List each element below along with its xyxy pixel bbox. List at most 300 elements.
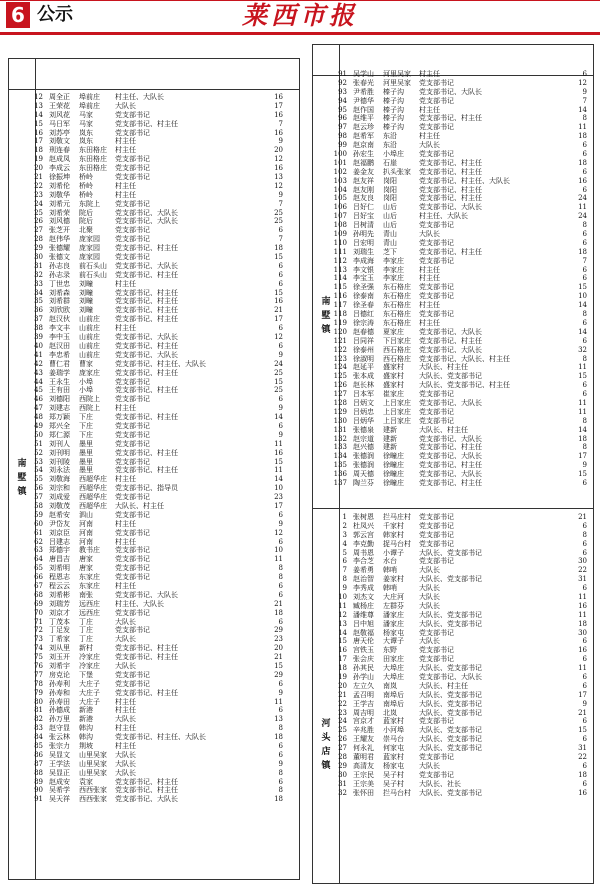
- person-name: 杜凤兴: [353, 521, 374, 530]
- years-served: 11: [578, 593, 587, 602]
- row-number: 52: [34, 448, 43, 457]
- village-name: 潘家庄: [383, 610, 404, 619]
- years-served: 20: [274, 146, 283, 155]
- person-name: 刘刊陵: [49, 457, 70, 466]
- table-row: [313, 177, 593, 186]
- table-row: [313, 328, 593, 337]
- person-name: 赵作国: [353, 105, 374, 114]
- table-row: [9, 440, 299, 449]
- person-name: 刘希元: [49, 199, 70, 208]
- table-row: [9, 591, 299, 600]
- person-name: 刘风花: [49, 110, 70, 119]
- table-row: [313, 141, 593, 150]
- row-number: 137: [333, 478, 347, 487]
- village-name: 吴子村: [383, 770, 404, 779]
- table-row: [313, 363, 593, 372]
- years-served: 8: [278, 573, 283, 582]
- years-served: 21: [274, 306, 283, 315]
- person-name: 张怀田: [353, 788, 374, 797]
- village-name: 丁庄: [79, 635, 93, 644]
- position-title: 党支部书记: [115, 679, 150, 688]
- row-number: 22: [34, 181, 43, 190]
- row-number: 29: [338, 761, 347, 770]
- village-name: 上吕家庄: [383, 416, 411, 425]
- table-row: [9, 529, 299, 538]
- position-title: 党支部书记、村主任、大队长: [115, 359, 206, 368]
- years-served: 13: [274, 715, 283, 724]
- years-served: 18: [274, 795, 283, 804]
- position-title: 党支部书记: [115, 564, 150, 573]
- row-number: 53: [34, 457, 43, 466]
- village-name: 山后: [383, 221, 397, 230]
- person-name: 姜瑞学: [49, 368, 70, 377]
- village-name: 李家庄: [383, 265, 404, 274]
- person-name: 孙寿田: [49, 697, 70, 706]
- table-row: [9, 262, 299, 271]
- person-name: 刘风德: [49, 217, 70, 226]
- position-title: 大队长: [419, 584, 440, 593]
- person-name: 辛兆胜: [353, 726, 374, 735]
- years-served: 15: [274, 457, 283, 466]
- village-name: 盛家村: [383, 381, 404, 390]
- table-row: [313, 780, 593, 789]
- position-title: 党支部书记: [115, 421, 150, 430]
- position-title: 大队长: [115, 715, 136, 724]
- position-title: 党支部书记: [115, 173, 150, 182]
- row-number: 85: [34, 742, 43, 751]
- row-number: 100: [333, 150, 347, 159]
- position-title: 村主任: [115, 706, 136, 715]
- village-name: 山后: [383, 203, 397, 212]
- person-name: 刘敬文: [49, 137, 70, 146]
- position-title: 党支部书记: [115, 155, 150, 164]
- village-name: 泗山: [79, 510, 93, 519]
- page-header: [0, 0, 600, 40]
- years-served: 9: [278, 350, 283, 359]
- row-number: 91: [338, 70, 347, 78]
- years-served: 25: [274, 368, 283, 377]
- table-row: [313, 700, 593, 709]
- person-name: 赵云珍: [353, 123, 374, 132]
- person-name: 孙其民: [353, 664, 374, 673]
- table-row: [313, 584, 593, 593]
- person-name: 徐宗涛: [353, 318, 374, 327]
- years-served: 29: [274, 670, 283, 679]
- row-number: 23: [338, 708, 347, 717]
- position-title: 党支部书记: [419, 557, 454, 566]
- village-name: 韩沟: [79, 733, 93, 742]
- position-title: 大队长: [419, 141, 440, 150]
- years-served: 14: [578, 301, 587, 310]
- table-row: [313, 123, 593, 132]
- village-name: 东沿: [383, 141, 397, 150]
- years-served: 25: [274, 208, 283, 217]
- row-number: 61: [34, 528, 43, 537]
- person-name: 徐圣春: [353, 301, 374, 310]
- position-title: 大队长: [419, 593, 440, 602]
- village-name: 榛子沟: [383, 87, 404, 96]
- years-served: 30: [578, 628, 587, 637]
- position-title: 大队长、党支部书记: [419, 619, 482, 628]
- village-name: 徐疃庄: [383, 478, 404, 487]
- table-right-rows-nanshu: [313, 70, 593, 488]
- village-name: 下堡: [79, 670, 93, 679]
- row-number: 75: [34, 653, 43, 662]
- row-number: 115: [333, 283, 347, 292]
- years-served: 10: [274, 484, 283, 493]
- position-title: 村主任: [115, 724, 136, 733]
- village-name: 韩哨: [383, 566, 397, 575]
- person-name: 尹岱友: [49, 519, 70, 528]
- position-title: 大队长、党支部书记: [419, 664, 482, 673]
- row-number: 80: [34, 697, 43, 706]
- village-name: 东石格庄: [383, 283, 411, 292]
- table-row: [9, 760, 299, 769]
- position-title: 党支部书记: [419, 256, 454, 265]
- village-name: 山前庄: [79, 350, 100, 359]
- row-number: 91: [34, 795, 43, 804]
- row-number: 104: [333, 185, 347, 194]
- years-served: 15: [578, 470, 587, 479]
- row-number: 64: [34, 555, 43, 564]
- table-row: [9, 484, 299, 493]
- person-name: 丁足发: [49, 626, 70, 635]
- position-title: 党支部书记: [419, 292, 454, 301]
- row-number: 96: [338, 114, 347, 123]
- table-row: [313, 97, 593, 106]
- village-name: 墨里: [79, 448, 93, 457]
- row-number: 68: [34, 590, 43, 599]
- person-name: 赵成安: [49, 777, 70, 786]
- person-name: 张本成: [353, 372, 374, 381]
- years-served: 21: [578, 513, 587, 521]
- table-row: [9, 164, 299, 173]
- position-title: 大队长、村主任: [115, 501, 164, 510]
- position-title: 村主任: [419, 301, 440, 310]
- row-number: 25: [34, 208, 43, 217]
- village-name: 小埠: [79, 386, 93, 395]
- position-title: 党支部书记: [419, 753, 454, 762]
- years-served: 8: [582, 221, 587, 230]
- table-row: [313, 230, 593, 239]
- table-row: [313, 664, 593, 673]
- years-served: 15: [578, 726, 587, 735]
- person-name: 丁茂本: [49, 617, 70, 626]
- village-name: 李家庄: [383, 256, 404, 265]
- header-bottom-rule: [0, 32, 600, 35]
- years-served: 16: [274, 297, 283, 306]
- table-row: [9, 555, 299, 564]
- village-name: 教书庄: [79, 546, 100, 555]
- table-row: [313, 79, 593, 88]
- person-name: 刘苏亭: [49, 128, 70, 137]
- row-number: 127: [333, 390, 347, 399]
- person-name: 张会庆: [353, 655, 374, 664]
- table-row: [9, 333, 299, 342]
- years-served: 11: [578, 363, 587, 372]
- position-title: 党支部书记: [115, 626, 150, 635]
- row-number: 124: [333, 363, 347, 372]
- village-name: 崔家庄: [383, 390, 404, 399]
- table-row: [9, 235, 299, 244]
- table-row: [9, 280, 299, 289]
- position-title: 党支部书记、村主任: [419, 478, 482, 487]
- years-served: 22: [578, 566, 587, 575]
- person-name: 张云林: [49, 733, 70, 742]
- years-served: 18: [274, 733, 283, 742]
- row-number: 79: [34, 688, 43, 697]
- position-title: 村主任: [115, 190, 136, 199]
- years-served: 6: [582, 381, 587, 390]
- years-served: 17: [274, 315, 283, 324]
- row-number: 128: [333, 398, 347, 407]
- position-title: 党支部书记: [419, 530, 454, 539]
- table-row: [313, 593, 593, 602]
- row-number: 105: [333, 194, 347, 203]
- position-title: 党支部书记、大队长: [115, 217, 178, 226]
- person-name: 李克勤: [353, 539, 374, 548]
- village-name: 庞家园: [79, 244, 100, 253]
- village-name: 榛子沟: [383, 123, 404, 132]
- row-number: 9: [342, 584, 347, 593]
- person-name: 臧杨庄: [353, 601, 374, 610]
- years-served: 6: [278, 777, 283, 786]
- row-number: 103: [333, 176, 347, 185]
- position-title: 党支部书记、大队长: [419, 87, 482, 96]
- village-name: 唐家: [79, 564, 93, 573]
- table-row: [9, 511, 299, 520]
- village-name: 大庄子: [79, 697, 100, 706]
- row-number: 117: [333, 301, 347, 310]
- person-name: 张德润: [353, 461, 374, 470]
- village-name: 东田格庄: [79, 155, 107, 164]
- village-name: 盛家村: [383, 372, 404, 381]
- row-number: 40: [34, 341, 43, 350]
- years-served: 18: [578, 434, 587, 443]
- village-name: 河南: [79, 519, 93, 528]
- position-title: 大队长、党支部书记: [419, 744, 482, 753]
- table-row: [9, 253, 299, 262]
- row-number: 47: [34, 404, 43, 413]
- position-title: 党支部书记、大队长、村主任: [419, 354, 510, 363]
- years-served: 7: [278, 235, 283, 244]
- row-number: 57: [34, 493, 43, 502]
- person-name: 张德泉: [353, 425, 374, 434]
- years-served: 9: [278, 759, 283, 768]
- table-row: [313, 726, 593, 735]
- years-served: 6: [278, 617, 283, 626]
- row-number: 130: [333, 416, 347, 425]
- row-number: 51: [34, 439, 43, 448]
- years-served: 6: [278, 341, 283, 350]
- years-served: 6: [278, 261, 283, 270]
- table-row: [9, 600, 299, 609]
- position-title: 村主任: [115, 742, 136, 751]
- person-name: 宫铁玉: [353, 646, 374, 655]
- years-served: 31: [578, 575, 587, 584]
- position-title: 党支部书记、村主任: [115, 644, 178, 653]
- row-number: 58: [34, 501, 43, 510]
- table-row: [313, 566, 593, 575]
- position-title: 党支部书记、村主任: [115, 777, 178, 786]
- years-served: 16: [578, 601, 587, 610]
- years-served: 11: [274, 466, 283, 475]
- position-title: 党支部书记、大队长: [419, 398, 482, 407]
- table-row: [9, 306, 299, 315]
- years-served: 6: [582, 521, 587, 530]
- position-title: 大队长、党支部书记: [419, 575, 482, 584]
- years-served: 11: [274, 697, 283, 706]
- village-name: 河里吴家: [383, 70, 411, 78]
- table-row: [313, 771, 593, 780]
- person-name: 吕好宝: [353, 212, 374, 221]
- years-served: 21: [274, 599, 283, 608]
- position-title: 大队长、党支部书记: [419, 788, 482, 797]
- person-name: 刘敬海: [49, 475, 70, 484]
- row-number: 14: [338, 628, 347, 637]
- table-row: [313, 443, 593, 452]
- person-name: 赵京南: [353, 141, 374, 150]
- village-name: 榛子沟: [383, 105, 404, 114]
- years-served: 6: [582, 681, 587, 690]
- table-row: [9, 706, 299, 715]
- years-served: 6: [582, 548, 587, 557]
- position-title: 党支部书记、村主任: [419, 336, 482, 345]
- position-title: 党支部书记: [115, 164, 150, 173]
- position-title: 党支部书记、大队长: [419, 470, 482, 479]
- position-title: 党支部书记、大队长: [419, 434, 482, 443]
- position-title: 大队长: [419, 637, 440, 646]
- position-title: 党支部书记、村主任: [419, 114, 482, 123]
- years-served: 11: [578, 407, 587, 416]
- years-served: 6: [278, 226, 283, 235]
- table-row: [9, 244, 299, 253]
- row-number: 136: [333, 470, 347, 479]
- village-name: 山前庄: [79, 315, 100, 324]
- row-number: 135: [333, 461, 347, 470]
- years-served: 13: [274, 173, 283, 182]
- position-title: 党支部书记、村主任、大队长: [419, 176, 510, 185]
- row-number: 93: [338, 87, 347, 96]
- years-served: 6: [582, 584, 587, 593]
- village-name: 山里吴家: [79, 768, 107, 777]
- group-separator: [313, 508, 593, 509]
- years-served: 6: [582, 539, 587, 548]
- years-served: 18: [578, 158, 587, 167]
- person-name: 尹德华: [353, 96, 374, 105]
- village-name: 北聚: [79, 226, 93, 235]
- row-number: 20: [34, 164, 43, 173]
- years-served: 14: [274, 475, 283, 484]
- village-name: 大庄子: [79, 679, 100, 688]
- village-name: 前石头山: [79, 270, 107, 279]
- person-name: 孙寿和: [49, 688, 70, 697]
- person-name: 刘刊明: [49, 448, 70, 457]
- village-name: 丁庄: [79, 626, 93, 635]
- row-number: 86: [34, 750, 43, 759]
- person-name: 徐泰州: [353, 345, 374, 354]
- person-name: 刘德阳: [49, 395, 70, 404]
- row-number: 66: [34, 573, 43, 582]
- row-number: 18: [338, 664, 347, 673]
- years-served: 25: [274, 386, 283, 395]
- table-row: [9, 653, 299, 662]
- person-name: 程恩志: [49, 573, 70, 582]
- village-name: 西超华庄: [79, 475, 107, 484]
- position-title: 大队长、党支部书记: [419, 372, 482, 381]
- village-name: 院后: [79, 208, 93, 217]
- years-served: 8: [582, 416, 587, 425]
- position-title: 村主任、大队长: [419, 212, 468, 221]
- village-name: 岗阳: [383, 194, 397, 203]
- position-title: 党支部书记: [419, 416, 454, 425]
- years-served: 6: [278, 279, 283, 288]
- person-name: 刘希彬: [49, 590, 70, 599]
- row-number: 99: [338, 141, 347, 150]
- row-number: 42: [34, 359, 43, 368]
- row-number: 34: [34, 288, 43, 297]
- years-served: 17: [274, 101, 283, 110]
- years-served: 15: [274, 662, 283, 670]
- person-name: 徐淑明: [353, 354, 374, 363]
- years-served: 8: [582, 354, 587, 363]
- page-number: 6: [6, 2, 30, 28]
- person-name: 徐泰南: [353, 292, 374, 301]
- years-served: 6: [582, 167, 587, 176]
- village-name: 建新: [383, 443, 397, 452]
- village-name: 荆坡: [79, 742, 93, 751]
- table-row: [9, 609, 299, 618]
- village-name: 北岚: [383, 708, 397, 717]
- table-row: [313, 212, 593, 221]
- position-title: 村主任: [419, 132, 440, 141]
- person-name: 张宗力: [49, 742, 70, 751]
- row-number: 49: [34, 421, 43, 430]
- position-title: 党支部书记: [115, 253, 150, 262]
- village-name: 杨家屯: [383, 761, 404, 770]
- village-name: 芝下: [383, 247, 397, 256]
- position-title: 党支部书记、村主任: [419, 461, 482, 470]
- row-number: 26: [34, 217, 43, 226]
- village-name: 大埠庄: [383, 664, 404, 673]
- years-served: 11: [578, 203, 587, 212]
- row-number: 72: [34, 626, 43, 635]
- position-title: 党支部书记: [419, 521, 454, 530]
- village-name: 院后: [79, 217, 93, 226]
- person-name: 赵守显: [49, 724, 70, 733]
- position-title: 党支部书记、大队长: [419, 327, 482, 336]
- person-name: 李秀成: [353, 584, 374, 593]
- person-name: 张春光: [353, 78, 374, 87]
- row-number: 4: [342, 539, 347, 548]
- row-number: 54: [34, 466, 43, 475]
- table-row: [313, 682, 593, 691]
- table-row: [313, 239, 593, 248]
- person-name: 刘瑞芳: [49, 599, 70, 608]
- person-name: 赵宗道: [353, 434, 374, 443]
- person-name: 吴学山: [353, 70, 374, 78]
- village-name: 山里吴家: [79, 759, 107, 768]
- row-number: 3: [342, 530, 347, 539]
- position-title: 大队长、党支部书记: [419, 699, 482, 708]
- years-served: 6: [582, 318, 587, 327]
- person-name: 赵兴德: [353, 443, 374, 452]
- row-number: 97: [338, 123, 347, 132]
- years-served: 18: [274, 608, 283, 617]
- position-title: 大队长: [115, 617, 136, 626]
- position-title: 村主任: [115, 519, 136, 528]
- person-name: 赵汉伙: [49, 315, 70, 324]
